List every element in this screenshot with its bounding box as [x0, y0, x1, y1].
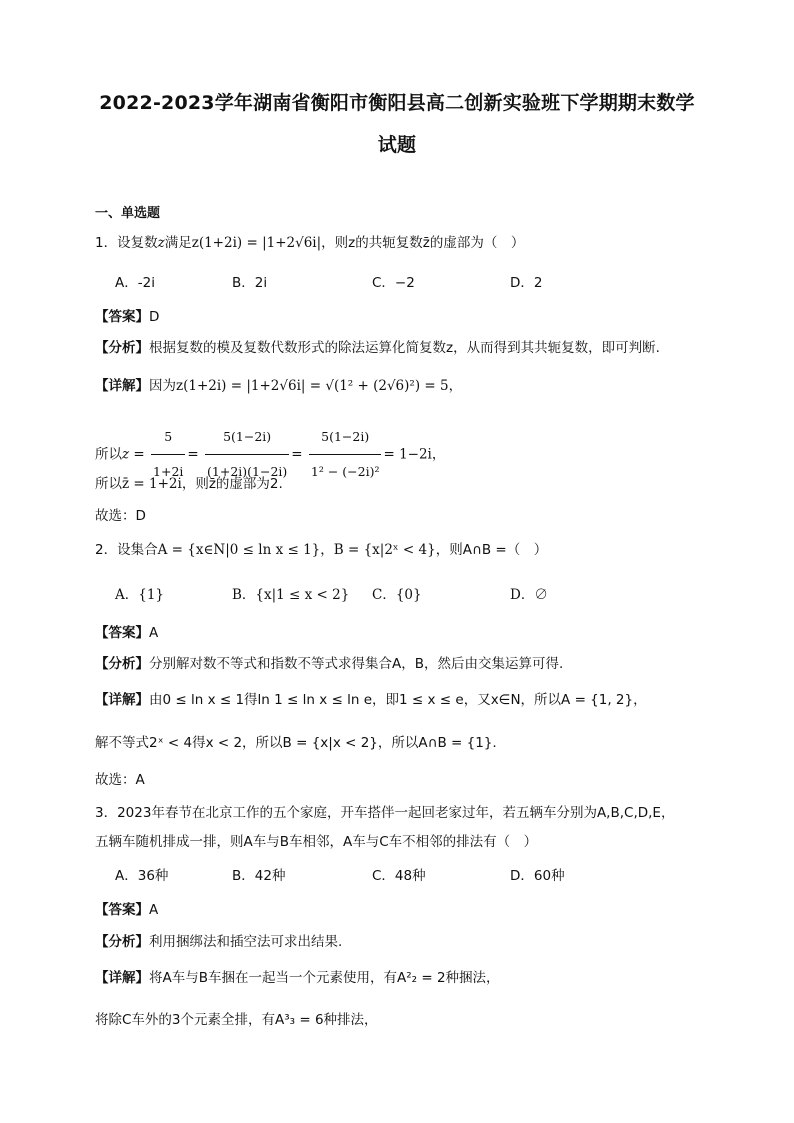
- q1-stem: [95, 233, 524, 253]
- q2-analysis-tag: 【分析】: [95, 656, 149, 672]
- q1-stem-z: z: [157, 235, 165, 251]
- q1-stem-post: ，则z的共轭复数z̄的虚部为（ ）: [321, 235, 525, 251]
- q2-detail-line2: 解不等式2ˣ < 4得x < 2，所以B = {x|x < 2}，所以A∩B = {1}.: [95, 735, 497, 751]
- q2-detail-tag: 【详解】: [95, 692, 149, 708]
- q3-detail-line1: [95, 968, 500, 988]
- q3-option-d: D．60种: [510, 868, 565, 884]
- q1-option-d: D．2: [510, 275, 543, 291]
- q3-stem-line2: 五辆车随机排成一排，则A车与B车相邻，A车与C车不相邻的排法有（ ）: [95, 834, 538, 850]
- q3-analysis: [95, 932, 342, 952]
- q1-stem-mid: 满足: [164, 235, 192, 251]
- q1-detail2-pre: 所以: [95, 446, 122, 463]
- q3-analysis-tag: 【分析】: [95, 934, 149, 950]
- q3-detail-line2: 将除C车外的3个元素全排，有A³₃ = 6种排法，: [95, 1012, 378, 1028]
- q1-option-b: B．2i: [232, 275, 268, 291]
- q2-detail-line1: [95, 690, 647, 710]
- q1-detail1-post: ，: [448, 378, 463, 394]
- q2-option-b: B．{x|1 ≤ x < 2}: [232, 587, 350, 603]
- q1-answer: [95, 307, 159, 327]
- q1-detail3-pre: 所以: [95, 476, 122, 492]
- q2-answer: [95, 623, 158, 643]
- q3-stem-line1: 3．2023年春节在北京工作的五个家庭，开车搭伴一起回老家过年，若五辆车分别为A,B,C,D,E，: [95, 805, 675, 821]
- q1-fraction-3-denominator: 1² − (−2i)²: [310, 464, 380, 479]
- q1-fraction-2-numerator: 5(1−2i): [205, 420, 289, 455]
- q1-detail3-post: ，则z̄的虚部为2.: [181, 476, 283, 492]
- q2-stem: [95, 540, 547, 560]
- q1-option-a: A．-2i: [115, 275, 155, 291]
- q3-answer-tag: 【答案】: [95, 902, 149, 918]
- q1-fraction-3: [309, 420, 382, 489]
- q1-detail3-equation: z̄ = 1+2i: [122, 476, 182, 492]
- q3-analysis-text: 利用捆绑法和插空法可求出结果.: [149, 934, 343, 950]
- section-heading: 一、单选题: [95, 206, 161, 221]
- q2-conclusion: 故选：A: [95, 772, 145, 788]
- q1-conclusion: 故选：D: [95, 508, 146, 524]
- q3-option-a: A．36种: [115, 868, 169, 884]
- q1-analysis-tag: 【分析】: [95, 340, 149, 356]
- q1-stem-equation: z(1+2i) = |1+2√6i|: [191, 235, 322, 251]
- q2-option-d: D．∅: [510, 587, 548, 603]
- q1-fraction-1-numerator: 5: [151, 420, 185, 455]
- q3-detail1-text: 将A车与B车捆在一起当一个元素使用，有A²₂ = 2种捆法，: [149, 970, 500, 986]
- q1-detail2-post: ，: [431, 446, 446, 463]
- q2-analysis-text: 分别解对数不等式和指数不等式求得集合A，B，然后由交集运算可得.: [149, 656, 564, 672]
- q1-detail-line3: [95, 474, 283, 494]
- q1-detail2-end: = 1−2i: [383, 446, 432, 463]
- q3-option-c: C．48种: [372, 868, 426, 884]
- q1-answer-tag: 【答案】: [95, 309, 149, 325]
- document-title-line2: 试题: [377, 134, 417, 156]
- q2-answer-value: A: [149, 625, 159, 641]
- q1-detail1-equation: z(1+2i) = |1+2√6i| = √(1² + (2√6)²) = 5: [176, 378, 449, 394]
- q3-answer-value: A: [149, 902, 159, 918]
- q1-detail2-z: z =: [122, 446, 145, 463]
- q3-detail-tag: 【详解】: [95, 970, 149, 986]
- q3-option-b: B．42种: [232, 868, 286, 884]
- q2-stem-equation: A = {x∈N|0 ≤ ln x ≤ 1}，B = {x|2ˣ < 4}: [157, 542, 436, 558]
- q3-answer: [95, 900, 158, 920]
- q1-detail-line2: 所以z = $\frac{5}{1+2i}$ = $\frac{5(1-2i)}{(1+2i)(1-2i)}$ = $\frac{5(1-2i)}{\text{1² − (−2i)²}}$ = 1−2i，: [95, 420, 445, 489]
- q2-detail1-text: 由0 ≤ ln x ≤ 1得ln 1 ≤ ln x ≤ ln e，即1 ≤ x ≤ e，又x∈N，所以A = {1, 2}，: [149, 692, 647, 708]
- q1-answer-value: D: [149, 309, 160, 325]
- q1-analysis: [95, 338, 660, 358]
- q2-option-c: C．{0}: [372, 587, 422, 603]
- q1-option-c: C．−2: [372, 275, 415, 291]
- q1-detail-tag: 【详解】: [95, 378, 149, 394]
- document-title-line1: 2022-2023学年湖南省衡阳市衡阳县高二创新实验班下学期期末数学: [99, 92, 695, 114]
- q2-analysis: [95, 654, 563, 674]
- q1-stem-pre: 1．设复数: [95, 235, 158, 251]
- q1-analysis-text: 根据复数的模及复数代数形式的除法运算化简复数z，从而得到其共轭复数，即可判断.: [149, 340, 660, 356]
- q1-detail-line1: [95, 376, 462, 396]
- q1-fraction-2-denominator: (1+2i)(1−2i): [207, 464, 288, 479]
- q1-fraction-1-denominator: 1+2i: [153, 464, 184, 479]
- q2-stem-post: ，则A∩B =（ ）: [435, 542, 548, 558]
- q2-option-a: A．{1}: [115, 587, 165, 603]
- q2-answer-tag: 【答案】: [95, 625, 149, 641]
- q2-stem-pre: 2．设集合: [95, 542, 158, 558]
- q1-detail1-pre: 因为: [149, 378, 176, 394]
- q1-fraction-3-numerator: 5(1−2i): [309, 420, 382, 455]
